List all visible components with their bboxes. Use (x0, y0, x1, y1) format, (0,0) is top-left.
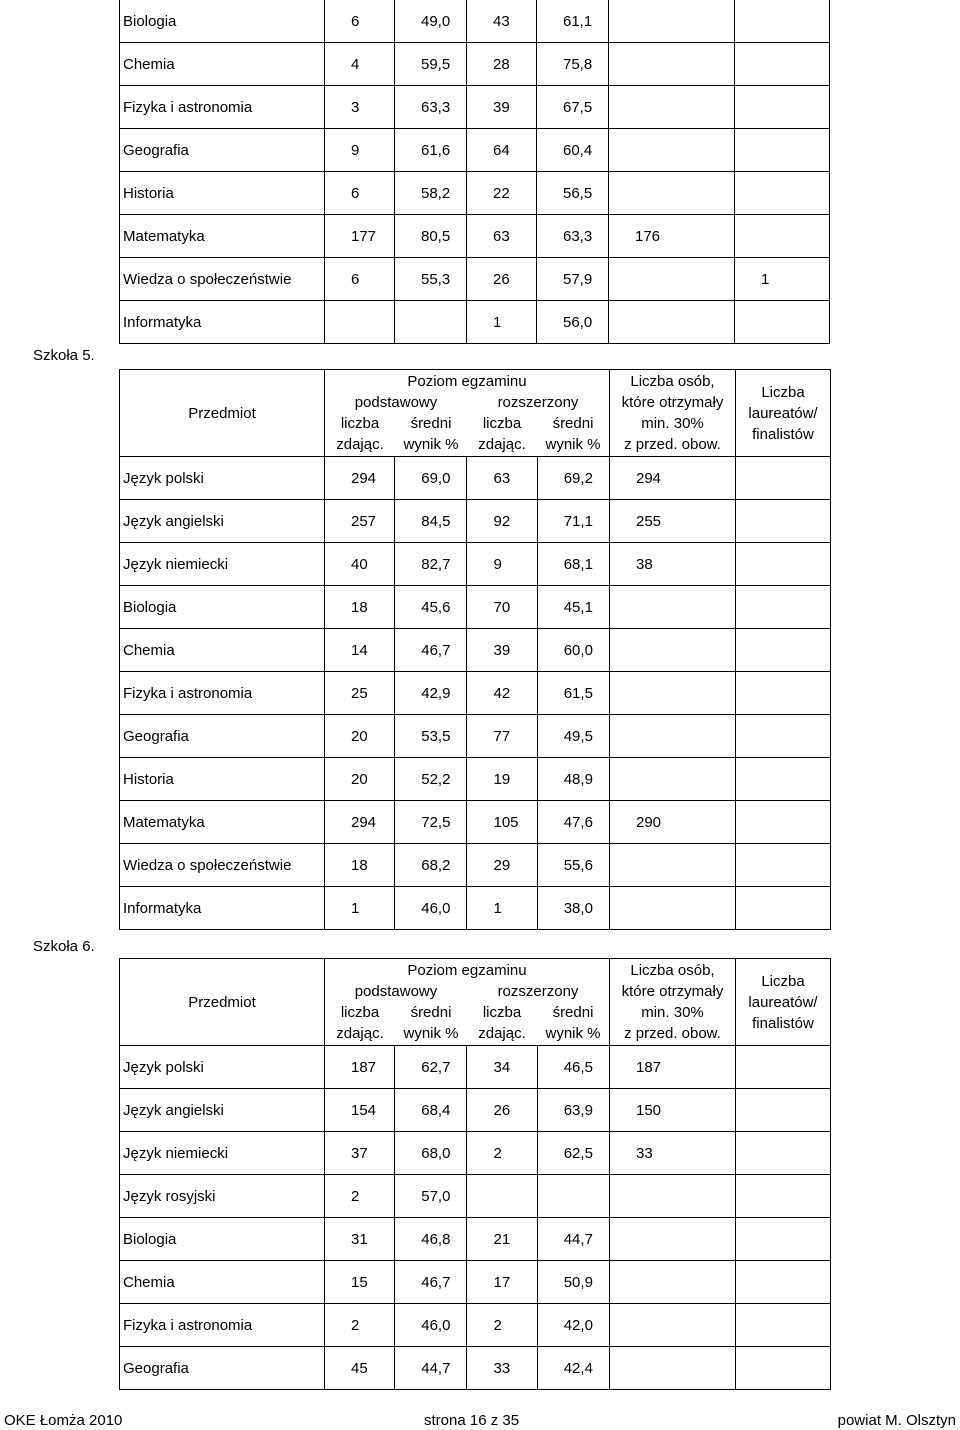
table-row (120, 1218, 831, 1261)
basic-count-cell: 154 (325, 1089, 395, 1132)
ext-count-cell: 39 (467, 86, 537, 129)
ext-avg-cell: 44,7 (537, 1218, 609, 1261)
header-basic-avg: średni wynik % (403, 1004, 459, 1042)
laureates-cell (736, 887, 831, 930)
laureates-cell (736, 801, 831, 844)
subject-cell: Fizyka i astronomia (120, 1304, 325, 1347)
basic-count-cell: 14 (325, 629, 395, 672)
ext-count-cell: 29 (467, 844, 537, 887)
min30-cell (609, 172, 735, 215)
ext-avg-cell: 60,4 (537, 129, 609, 172)
footer-right: powiat M. Olsztyn (837, 1412, 956, 1429)
basic-avg-cell: 55,3 (395, 258, 467, 301)
min30-cell (610, 715, 736, 758)
table-row (120, 86, 830, 129)
basic-avg-cell: 57,0 (395, 1175, 467, 1218)
subject-cell: Język angielski (120, 1089, 325, 1132)
basic-avg-cell: 84,5 (395, 500, 467, 543)
ext-count-cell: 77 (467, 715, 537, 758)
ext-avg-cell: 56,0 (537, 301, 609, 344)
ext-avg-cell: 46,5 (537, 1046, 609, 1089)
table-row (120, 1304, 831, 1347)
min30-cell (610, 758, 736, 801)
header-level-title: Poziom egzaminu (407, 962, 527, 979)
table-row (120, 758, 831, 801)
laureates-cell (736, 500, 831, 543)
laureates-cell (736, 1218, 831, 1261)
min30-cell (610, 844, 736, 887)
ext-count-cell: 2 (467, 1132, 537, 1175)
header-min30: Liczba osób, które otrzymały min. 30% z przed. obow. (610, 370, 736, 457)
header-basic-count: liczba zdając. (336, 415, 384, 453)
ext-avg-cell: 48,9 (537, 758, 609, 801)
min30-cell: 33 (610, 1132, 736, 1175)
laureates-cell (735, 129, 830, 172)
table-row (120, 1261, 831, 1304)
table-row (120, 1347, 831, 1390)
basic-avg-cell: 46,8 (395, 1218, 467, 1261)
header-basic: podstawowy (354, 394, 438, 411)
table-row (120, 1089, 831, 1132)
basic-avg-cell: 58,2 (395, 172, 467, 215)
header-laureates: Liczba laureatów/ finalistów (736, 959, 831, 1046)
laureates-cell (735, 215, 830, 258)
ext-avg-cell: 56,5 (537, 172, 609, 215)
laureates-cell (736, 1046, 831, 1089)
results-table-continued (119, 0, 830, 344)
min30-cell: 38 (610, 543, 736, 586)
subject-cell: Fizyka i astronomia (120, 86, 325, 129)
min30-cell: 290 (610, 801, 736, 844)
ext-avg-cell: 75,8 (537, 43, 609, 86)
ext-avg-cell: 69,2 (537, 457, 609, 500)
basic-count-cell: 6 (325, 0, 395, 43)
basic-avg-cell: 72,5 (395, 801, 467, 844)
ext-avg-cell: 42,0 (537, 1304, 609, 1347)
subject-cell: Język niemiecki (120, 1132, 325, 1175)
school-6-results-table (119, 958, 831, 1390)
basic-avg-cell: 69,0 (395, 457, 467, 500)
basic-avg-cell: 42,9 (395, 672, 467, 715)
school-5-label: Szkoła 5. (33, 347, 95, 364)
laureates-cell: 1 (735, 258, 830, 301)
subject-cell: Historia (120, 172, 325, 215)
ext-avg-cell: 38,0 (537, 887, 609, 930)
basic-count-cell: 9 (325, 129, 395, 172)
ext-avg-cell: 68,1 (537, 543, 609, 586)
basic-count-cell: 45 (325, 1347, 395, 1390)
ext-count-cell: 19 (467, 758, 537, 801)
basic-count-cell: 15 (325, 1261, 395, 1304)
min30-cell (609, 258, 735, 301)
subject-cell: Biologia (120, 0, 325, 43)
basic-count-cell: 37 (325, 1132, 395, 1175)
laureates-cell (736, 629, 831, 672)
subject-cell: Język rosyjski (120, 1175, 325, 1218)
min30-cell (610, 1347, 736, 1390)
basic-count-cell: 2 (325, 1175, 395, 1218)
basic-avg-cell: 44,7 (395, 1347, 467, 1390)
subject-cell: Matematyka (120, 215, 325, 258)
basic-avg-cell: 63,3 (395, 86, 467, 129)
header-ext-avg: średni wynik % (545, 1004, 601, 1042)
min30-cell (609, 129, 735, 172)
min30-cell (609, 301, 735, 344)
min30-cell: 255 (610, 500, 736, 543)
basic-count-cell: 1 (325, 887, 395, 930)
subject-cell: Język polski (120, 1046, 325, 1089)
subject-cell: Chemia (120, 43, 325, 86)
laureates-cell (736, 1132, 831, 1175)
table-row (120, 586, 831, 629)
table-row (120, 715, 831, 758)
table-row (120, 1175, 831, 1218)
min30-cell: 187 (610, 1046, 736, 1089)
min30-cell (610, 586, 736, 629)
laureates-cell (736, 1175, 831, 1218)
ext-avg-cell: 49,5 (537, 715, 609, 758)
ext-avg-cell: 63,9 (537, 1089, 609, 1132)
laureates-cell (736, 1304, 831, 1347)
basic-count-cell: 20 (325, 758, 395, 801)
subject-cell: Informatyka (120, 301, 325, 344)
laureates-cell (736, 1089, 831, 1132)
basic-count-cell: 3 (325, 86, 395, 129)
table-row (120, 801, 831, 844)
laureates-cell (736, 543, 831, 586)
min30-cell (610, 1175, 736, 1218)
table-row (120, 629, 831, 672)
ext-count-cell: 43 (467, 0, 537, 43)
basic-count-cell: 18 (325, 844, 395, 887)
laureates-cell (736, 457, 831, 500)
ext-avg-cell: 62,5 (537, 1132, 609, 1175)
ext-count-cell: 63 (467, 215, 537, 258)
subject-cell: Fizyka i astronomia (120, 672, 325, 715)
basic-avg-cell: 52,2 (395, 758, 467, 801)
header-min30: Liczba osób, które otrzymały min. 30% z przed. obow. (610, 959, 736, 1046)
basic-count-cell: 6 (325, 258, 395, 301)
laureates-cell (736, 586, 831, 629)
ext-count-cell: 70 (467, 586, 537, 629)
ext-count-cell: 64 (467, 129, 537, 172)
basic-avg-cell: 46,7 (395, 629, 467, 672)
basic-avg-cell: 49,0 (395, 0, 467, 43)
laureates-cell (736, 758, 831, 801)
ext-count-cell (467, 1175, 537, 1218)
basic-avg-cell: 80,5 (395, 215, 467, 258)
min30-cell: 294 (610, 457, 736, 500)
subject-cell: Wiedza o społeczeństwie (120, 258, 325, 301)
ext-avg-cell: 71,1 (537, 500, 609, 543)
subject-cell: Biologia (120, 1218, 325, 1261)
ext-count-cell: 1 (467, 887, 537, 930)
min30-cell (609, 86, 735, 129)
basic-avg-cell (395, 301, 467, 344)
table-row (120, 1046, 831, 1089)
min30-cell (610, 1218, 736, 1261)
subject-cell: Wiedza o społeczeństwie (120, 844, 325, 887)
table-row (120, 887, 831, 930)
table-row (120, 172, 830, 215)
basic-avg-cell: 46,0 (395, 1304, 467, 1347)
min30-cell: 176 (609, 215, 735, 258)
ext-count-cell: 2 (467, 1304, 537, 1347)
header-level-title: Poziom egzaminu (407, 373, 527, 390)
basic-avg-cell: 46,0 (395, 887, 467, 930)
subject-cell: Historia (120, 758, 325, 801)
header-exam-level (325, 959, 610, 1046)
table-row (120, 457, 831, 500)
footer-page-number: strona 16 z 35 (424, 1412, 520, 1429)
header-basic-count: liczba zdając. (336, 1004, 384, 1042)
basic-count-cell: 31 (325, 1218, 395, 1261)
basic-count-cell (325, 301, 395, 344)
table-row (120, 672, 831, 715)
ext-count-cell: 21 (467, 1218, 537, 1261)
ext-count-cell: 39 (467, 629, 537, 672)
basic-count-cell: 177 (325, 215, 395, 258)
table-row (120, 129, 830, 172)
table-row (120, 215, 830, 258)
ext-avg-cell: 45,1 (537, 586, 609, 629)
basic-count-cell: 187 (325, 1046, 395, 1089)
header-extended: rozszerzony (497, 394, 579, 411)
basic-avg-cell: 45,6 (395, 586, 467, 629)
ext-count-cell: 34 (467, 1046, 537, 1089)
ext-avg-cell: 50,9 (537, 1261, 609, 1304)
subject-cell: Język niemiecki (120, 543, 325, 586)
subject-cell: Geografia (120, 715, 325, 758)
header-subject: Przedmiot (120, 370, 325, 457)
basic-count-cell: 20 (325, 715, 395, 758)
table-row (120, 543, 831, 586)
subject-cell: Matematyka (120, 801, 325, 844)
basic-count-cell: 6 (325, 172, 395, 215)
header-laureates: Liczba laureatów/ finalistów (736, 370, 831, 457)
table-row (120, 43, 830, 86)
table-row (120, 301, 830, 344)
ext-avg-cell: 61,1 (537, 0, 609, 43)
header-basic-avg: średni wynik % (403, 415, 459, 453)
basic-count-cell: 25 (325, 672, 395, 715)
min30-cell (610, 629, 736, 672)
ext-avg-cell: 63,3 (537, 215, 609, 258)
min30-cell (610, 1261, 736, 1304)
basic-count-cell: 294 (325, 457, 395, 500)
header-ext-count: liczba zdając. (478, 1004, 526, 1042)
basic-count-cell: 257 (325, 500, 395, 543)
laureates-cell (735, 43, 830, 86)
ext-count-cell: 26 (467, 1089, 537, 1132)
ext-avg-cell: 57,9 (537, 258, 609, 301)
min30-cell: 150 (610, 1089, 736, 1132)
laureates-cell (735, 86, 830, 129)
header-basic: podstawowy (354, 983, 438, 1000)
header-subject: Przedmiot (120, 959, 325, 1046)
header-extended: rozszerzony (497, 983, 579, 1000)
laureates-cell (736, 844, 831, 887)
subject-cell: Biologia (120, 586, 325, 629)
basic-count-cell: 18 (325, 586, 395, 629)
ext-avg-cell: 42,4 (537, 1347, 609, 1390)
school-5-results-table (119, 369, 831, 930)
basic-avg-cell: 68,2 (395, 844, 467, 887)
table-row (120, 1132, 831, 1175)
table-row (120, 258, 830, 301)
ext-count-cell: 42 (467, 672, 537, 715)
min30-cell (609, 0, 735, 43)
ext-count-cell: 26 (467, 258, 537, 301)
min30-cell (610, 672, 736, 715)
min30-cell (609, 43, 735, 86)
table-header-row (120, 959, 831, 1046)
ext-count-cell: 33 (467, 1347, 537, 1390)
header-ext-count: liczba zdając. (478, 415, 526, 453)
min30-cell (610, 1304, 736, 1347)
laureates-cell (735, 172, 830, 215)
subject-cell: Geografia (120, 129, 325, 172)
ext-avg-cell: 47,6 (537, 801, 609, 844)
table-row (120, 844, 831, 887)
basic-count-cell: 2 (325, 1304, 395, 1347)
table-row (120, 0, 830, 43)
basic-avg-cell: 68,4 (395, 1089, 467, 1132)
subject-cell: Informatyka (120, 887, 325, 930)
ext-count-cell: 92 (467, 500, 537, 543)
basic-avg-cell: 68,0 (395, 1132, 467, 1175)
footer-left: OKE Łomża 2010 (4, 1412, 123, 1429)
ext-avg-cell: 60,0 (537, 629, 609, 672)
basic-count-cell: 4 (325, 43, 395, 86)
basic-avg-cell: 59,5 (395, 43, 467, 86)
basic-avg-cell: 62,7 (395, 1046, 467, 1089)
laureates-cell (736, 672, 831, 715)
basic-avg-cell: 53,5 (395, 715, 467, 758)
ext-avg-cell (537, 1175, 609, 1218)
ext-count-cell: 22 (467, 172, 537, 215)
table-row (120, 500, 831, 543)
ext-avg-cell: 61,5 (537, 672, 609, 715)
ext-count-cell: 63 (467, 457, 537, 500)
basic-avg-cell: 61,6 (395, 129, 467, 172)
subject-cell: Język angielski (120, 500, 325, 543)
school-6-label: Szkoła 6. (33, 938, 95, 955)
basic-count-cell: 40 (325, 543, 395, 586)
laureates-cell (736, 1347, 831, 1390)
subject-cell: Geografia (120, 1347, 325, 1390)
laureates-cell (736, 1261, 831, 1304)
subject-cell: Chemia (120, 1261, 325, 1304)
header-exam-level (325, 370, 610, 457)
subject-cell: Chemia (120, 629, 325, 672)
header-ext-avg: średni wynik % (545, 415, 601, 453)
laureates-cell (735, 0, 830, 43)
ext-count-cell: 1 (467, 301, 537, 344)
subject-cell: Język polski (120, 457, 325, 500)
ext-count-cell: 105 (467, 801, 537, 844)
min30-cell (610, 887, 736, 930)
ext-count-cell: 17 (467, 1261, 537, 1304)
basic-count-cell: 294 (325, 801, 395, 844)
ext-avg-cell: 55,6 (537, 844, 609, 887)
basic-avg-cell: 46,7 (395, 1261, 467, 1304)
basic-avg-cell: 82,7 (395, 543, 467, 586)
laureates-cell (735, 301, 830, 344)
ext-count-cell: 9 (467, 543, 537, 586)
ext-avg-cell: 67,5 (537, 86, 609, 129)
table-header-row (120, 370, 831, 457)
laureates-cell (736, 715, 831, 758)
ext-count-cell: 28 (467, 43, 537, 86)
